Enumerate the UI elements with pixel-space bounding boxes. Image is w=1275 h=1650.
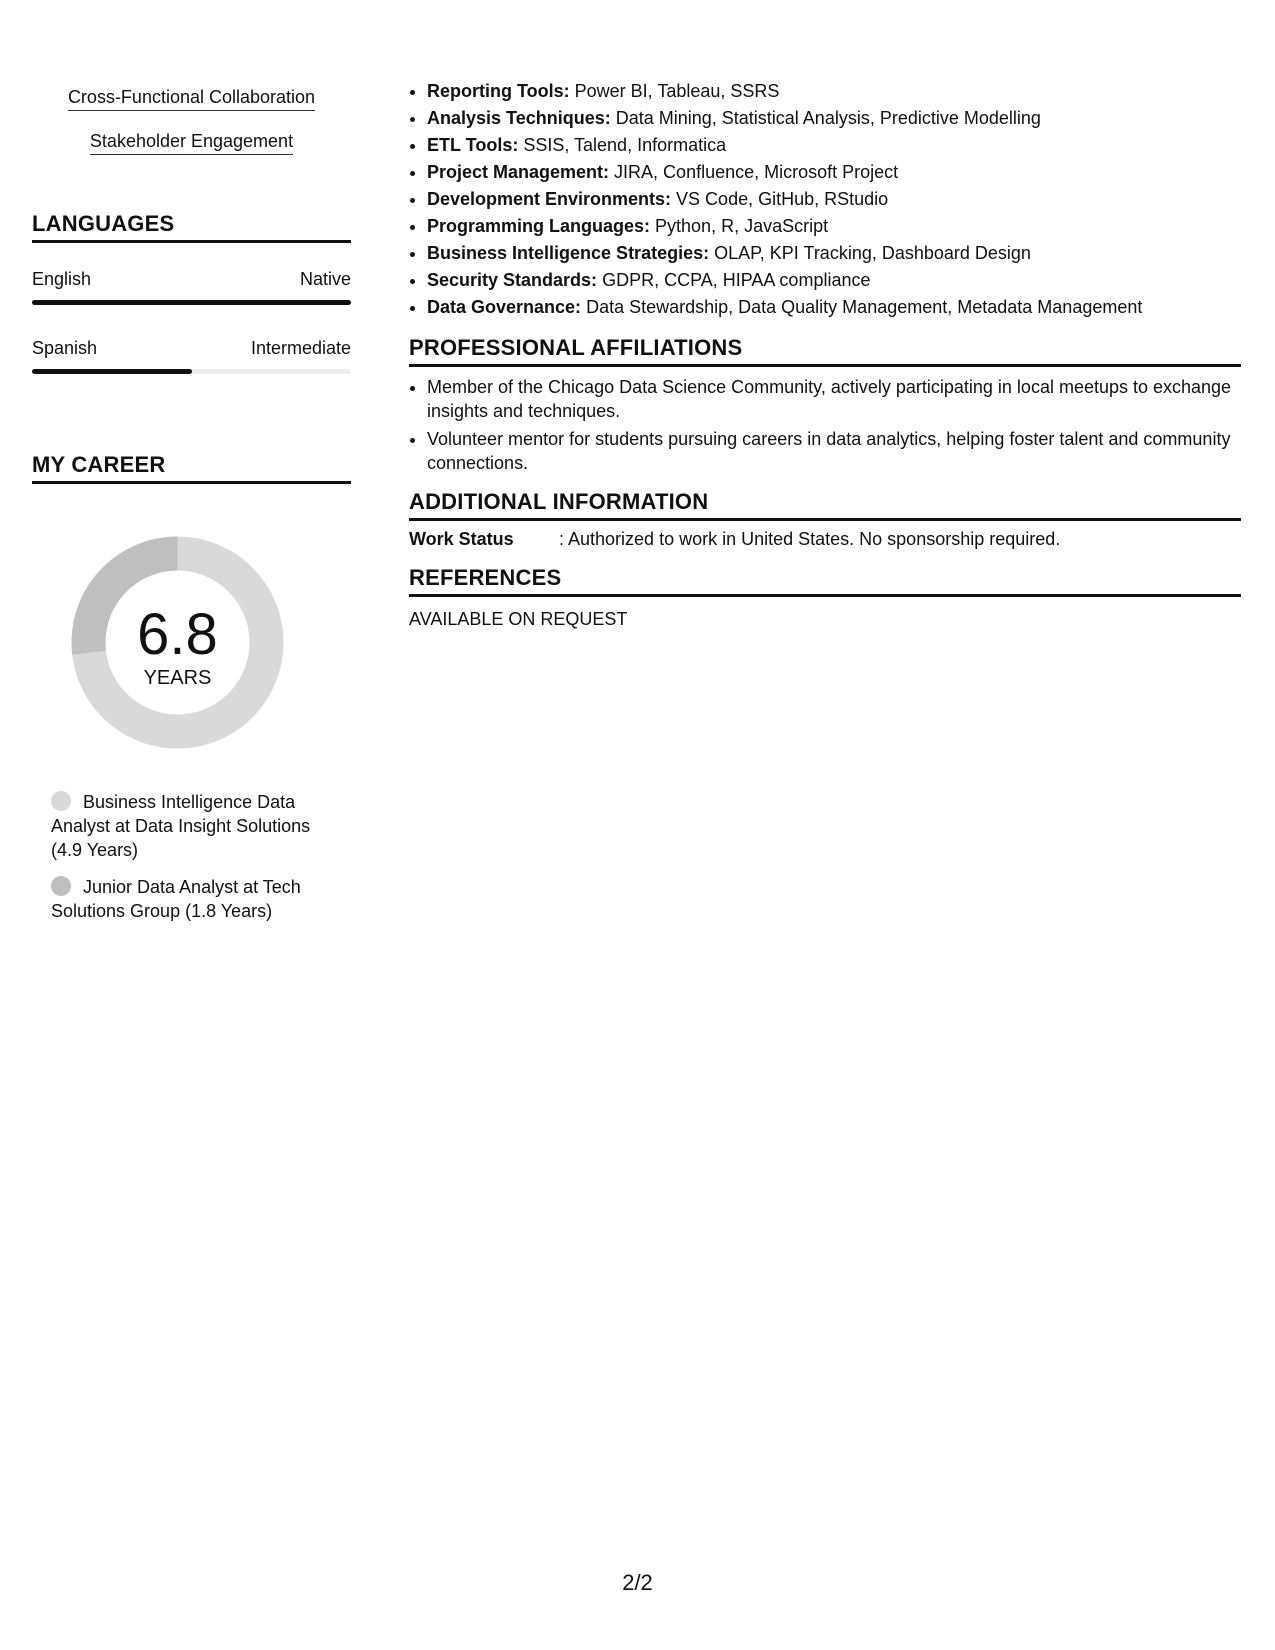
skill-tag: Stakeholder Engagement — [90, 130, 293, 155]
skills-list — [409, 78, 1241, 321]
languages-heading: LANGUAGES — [32, 211, 351, 243]
career-donut-chart — [65, 530, 290, 755]
skill-category: Data Governance: — [427, 297, 582, 317]
skill-values: JIRA, Confluence, Microsoft Project — [609, 162, 899, 182]
references-text: AVAILABLE ON REQUEST — [409, 609, 628, 629]
skills-list-item — [427, 105, 1241, 132]
references-heading: REFERENCES — [409, 565, 1241, 597]
work-status-label: Work Status — [409, 529, 514, 549]
skills-list-item — [427, 213, 1241, 240]
career-total-unit: YEARS — [143, 667, 212, 689]
skills-list-item — [427, 267, 1241, 294]
language-bar — [32, 300, 351, 305]
work-status-row — [409, 527, 1241, 551]
right-column — [409, 78, 1241, 631]
skill-category: Programming Languages: — [427, 216, 651, 236]
skill-values: Data Stewardship, Data Quality Management, Metadata Management — [581, 297, 1143, 317]
skills-list-item — [427, 159, 1241, 186]
skill-values: OLAP, KPI Tracking, Dashboard Design — [709, 243, 1031, 263]
skill-values: Power BI, Tableau, SSRS — [569, 81, 780, 101]
skill-tag: Cross-Functional Collaboration — [68, 86, 315, 111]
language-name: English — [32, 269, 92, 289]
legend-dot-icon — [51, 791, 71, 811]
affiliation-item: • Member of the Chicago Data Science Community, actively participating in local meetups to exchange insights and techniques. — [427, 375, 1241, 423]
affiliations-heading: PROFESSIONAL AFFILIATIONS — [409, 335, 1241, 367]
language-bar — [32, 369, 351, 374]
skills-list-item — [427, 294, 1241, 321]
skill-category: Project Management: — [427, 162, 610, 182]
skills-list-item — [427, 240, 1241, 267]
career-legend-label: Junior Data Analyst at Tech Solutions Group (1.8 Years) — [51, 877, 301, 921]
skill-values: SSIS, Talend, Informatica — [518, 135, 727, 155]
skill-category: Reporting Tools: — [427, 81, 570, 101]
affiliation-item: • Volunteer mentor for students pursuing careers in data analytics, helping foster talent and community connections. — [427, 427, 1241, 475]
skill-category: Security Standards: — [427, 270, 598, 290]
skill-category: Development Environments: — [427, 189, 672, 209]
skill-values: Python, R, JavaScript — [650, 216, 829, 236]
skills-list-item — [427, 186, 1241, 213]
skill-values: VS Code, GitHub, RStudio — [671, 189, 889, 209]
work-status-value: : Authorized to work in United States. No sponsorship required. — [559, 529, 1061, 549]
skill-category: ETL Tools: — [427, 135, 519, 155]
skills-list-item — [427, 78, 1241, 105]
skill-tags — [32, 86, 351, 174]
career-heading: MY CAREER — [32, 452, 351, 484]
legend-dot-icon — [51, 876, 71, 896]
skill-category: Analysis Techniques: — [427, 108, 611, 128]
language-bar-fill — [32, 300, 351, 305]
page-number: 2/2 — [622, 1570, 653, 1595]
career-legend-item — [51, 875, 341, 923]
career-total-years: 6.8 — [137, 602, 218, 667]
skills-list-item — [427, 132, 1241, 159]
affiliations-list — [409, 375, 1241, 475]
language-bar-fill — [32, 369, 192, 374]
skill-values: GDPR, CCPA, HIPAA compliance — [597, 270, 871, 290]
language-level: Intermediate — [250, 338, 351, 358]
additional-info-heading: ADDITIONAL INFORMATION — [409, 489, 1241, 521]
donut-center — [65, 530, 290, 755]
career-legend-label: Business Intelligence Data Analyst at Data Insight Solutions (4.9 Years) — [51, 792, 311, 860]
skill-category: Business Intelligence Strategies: — [427, 243, 710, 263]
language-level: Native — [299, 269, 351, 289]
skill-values: Data Mining, Statistical Analysis, Predictive Modelling — [610, 108, 1041, 128]
language-name: Spanish — [32, 338, 98, 358]
career-legend — [51, 790, 341, 936]
language-row — [32, 268, 351, 305]
career-legend-item — [51, 790, 341, 862]
language-row — [32, 337, 351, 374]
